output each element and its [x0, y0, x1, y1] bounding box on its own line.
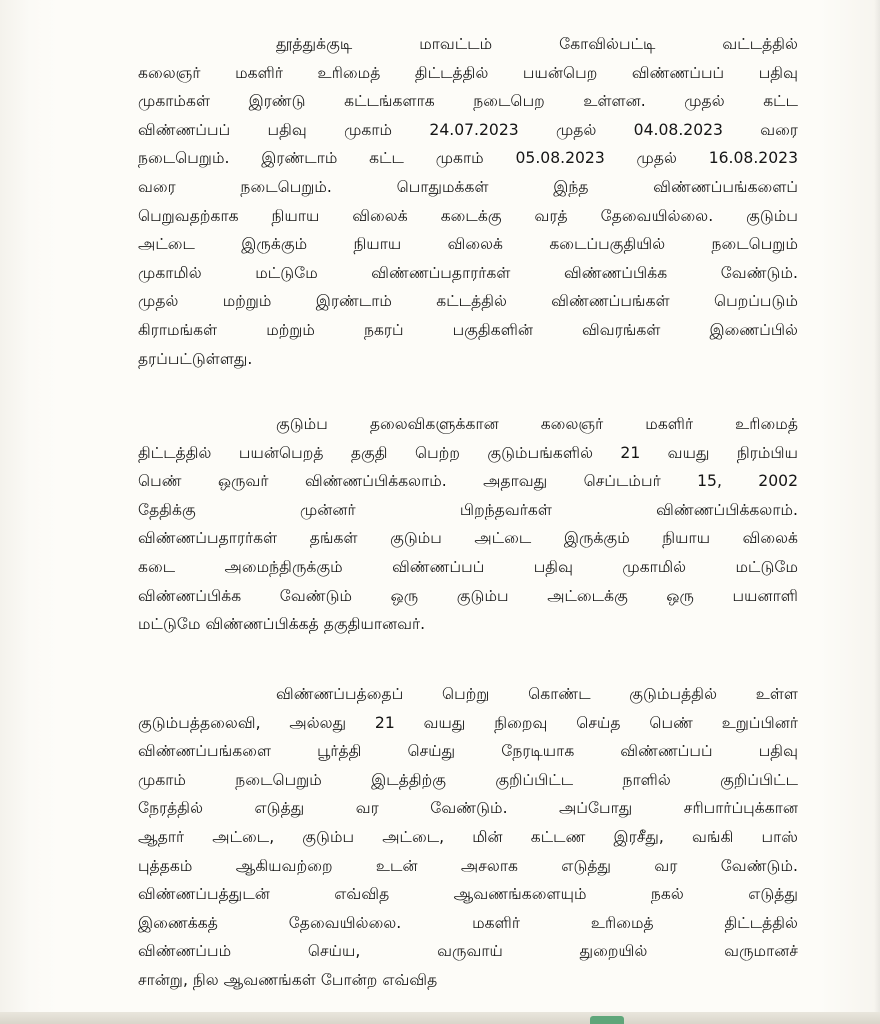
- paragraph-1-line: விண்ணப்பப் பதிவு முகாம் 24.07.2023 முதல் 04.08.2023 வரை: [138, 120, 798, 139]
- paragraph-1-line: பெறுவதற்காக நியாய விலைக் கடைக்கு வரத் தேவையில்லை. குடும்ப: [138, 206, 798, 225]
- page-bottom-edge: [0, 1012, 880, 1024]
- paragraph-3-line: குடும்பத்தலைவி, அல்லது 21 வயது நிறைவு செய்த பெண் உறுப்பினர்: [138, 713, 798, 732]
- paragraph-3-line: முகாம் நடைபெறும் இடத்திற்கு குறிப்பிட்ட நாளில் குறிப்பிட்ட: [138, 770, 798, 789]
- paragraph-3-line: விண்ணப்பத்தைப் பெற்று கொண்ட குடும்பத்தில் உள்ள: [276, 685, 798, 703]
- paragraph-2-line: விண்ணப்பதாரர்கள் தங்கள் குடும்ப அட்டை இருக்கும் நியாய விலைக்: [138, 529, 798, 548]
- paragraph-3-line: இணைக்கத் தேவையில்லை. மகளிர் உரிமைத் திட்டத்தில்: [138, 913, 798, 932]
- paragraph-2-line: கடை அமைந்திருக்கும் விண்ணப்பப் பதிவு முகாமில் மட்டுமே: [138, 557, 798, 576]
- paragraph-1-line: வரை நடைபெறும். பொதுமக்கள் இந்த விண்ணப்பங்களைப்: [138, 177, 798, 196]
- paragraph-3-line: சான்று, நில ஆவணங்கள் போன்ற எவ்வித: [138, 970, 438, 989]
- paragraph-3-line: விண்ணப்பத்துடன் எவ்வித ஆவணங்களையும் நகல் எடுத்து: [138, 885, 798, 904]
- paragraph-2-line: தேதிக்கு முன்னர் பிறந்தவர்கள் விண்ணப்பிக்கலாம்.: [138, 500, 798, 519]
- paragraph-2: [138, 410, 798, 639]
- paragraph-3-line: விண்ணப்பங்களை பூர்த்தி செய்து நேரடியாக விண்ணப்பப் பதிவு: [138, 742, 798, 761]
- paragraph-3-line: விண்ணப்பம் செய்ய, வருவாய் துறையில் வருமானச்: [138, 942, 798, 961]
- paragraph-3: [138, 680, 798, 995]
- paragraph-1-line: முதல் மற்றும் இரண்டாம் கட்டத்தில் விண்ணப்பங்கள் பெறப்படும்: [138, 292, 798, 311]
- paragraph-1-line: தரப்பட்டுள்ளது.: [138, 349, 253, 368]
- paragraph-2-line: திட்டத்தில் பயன்பெறத் தகுதி பெற்ற குடும்பங்களில் 21 வயது நிரம்பிய: [138, 443, 798, 462]
- paragraph-2-line: விண்ணப்பிக்க வேண்டும் ஒரு குடும்ப அட்டைக்கு ஒரு பயனாளி: [138, 586, 798, 605]
- paragraph-1-line: தூத்துக்குடி மாவட்டம் கோவில்பட்டி வட்டத்தில்: [276, 35, 798, 53]
- paragraph-3-line: புத்தகம் ஆகியவற்றை உடன் அசலாக எடுத்து வர வேண்டும்.: [138, 856, 798, 875]
- paragraph-1-line: நடைபெறும். இரண்டாம் கட்ட முகாம் 05.08.2023 முதல் 16.08.2023: [138, 149, 798, 168]
- paragraph-1-line: அட்டை இருக்கும் நியாய விலைக் கடைப்பகுதியில் நடைபெறும்: [138, 235, 798, 254]
- paragraph-1-line: முகாமில் மட்டுமே விண்ணப்பதாரர்கள் விண்ணப்பிக்க வேண்டும்.: [138, 263, 798, 282]
- clip-mark: [590, 1016, 624, 1024]
- paragraph-2-line: குடும்ப தலைவிகளுக்கான கலைஞர் மகளிர் உரிமைத்: [276, 415, 798, 433]
- paragraph-1-line: முகாம்கள் இரண்டு கட்டங்களாக நடைபெற உள்ளன. முதல் கட்ட: [138, 92, 798, 111]
- paragraph-1: [138, 30, 798, 373]
- page-edge-shadow: [874, 0, 880, 1012]
- paragraph-2-line: பெண் ஒருவர் விண்ணப்பிக்கலாம். அதாவது செப்டம்பர் 15, 2002: [138, 472, 798, 491]
- paragraph-1-line: கலைஞர் மகளிர் உரிமைத் திட்டத்தில் பயன்பெற விண்ணப்பப் பதிவு: [138, 63, 798, 82]
- paragraph-1-line: கிராமங்கள் மற்றும் நகரப் பகுதிகளின் விவரங்கள் இணைப்பில்: [138, 320, 798, 339]
- paragraph-2-line: மட்டுமே விண்ணப்பிக்கத் தகுதியானவர்.: [138, 615, 426, 634]
- paragraph-3-line: ஆதார் அட்டை, குடும்ப அட்டை, மின் கட்டண இரசீது, வங்கி பாஸ்: [138, 827, 798, 846]
- paragraph-3-line: நேரத்தில் எடுத்து வர வேண்டும். அப்போது சரிபார்ப்புக்கான: [138, 799, 798, 818]
